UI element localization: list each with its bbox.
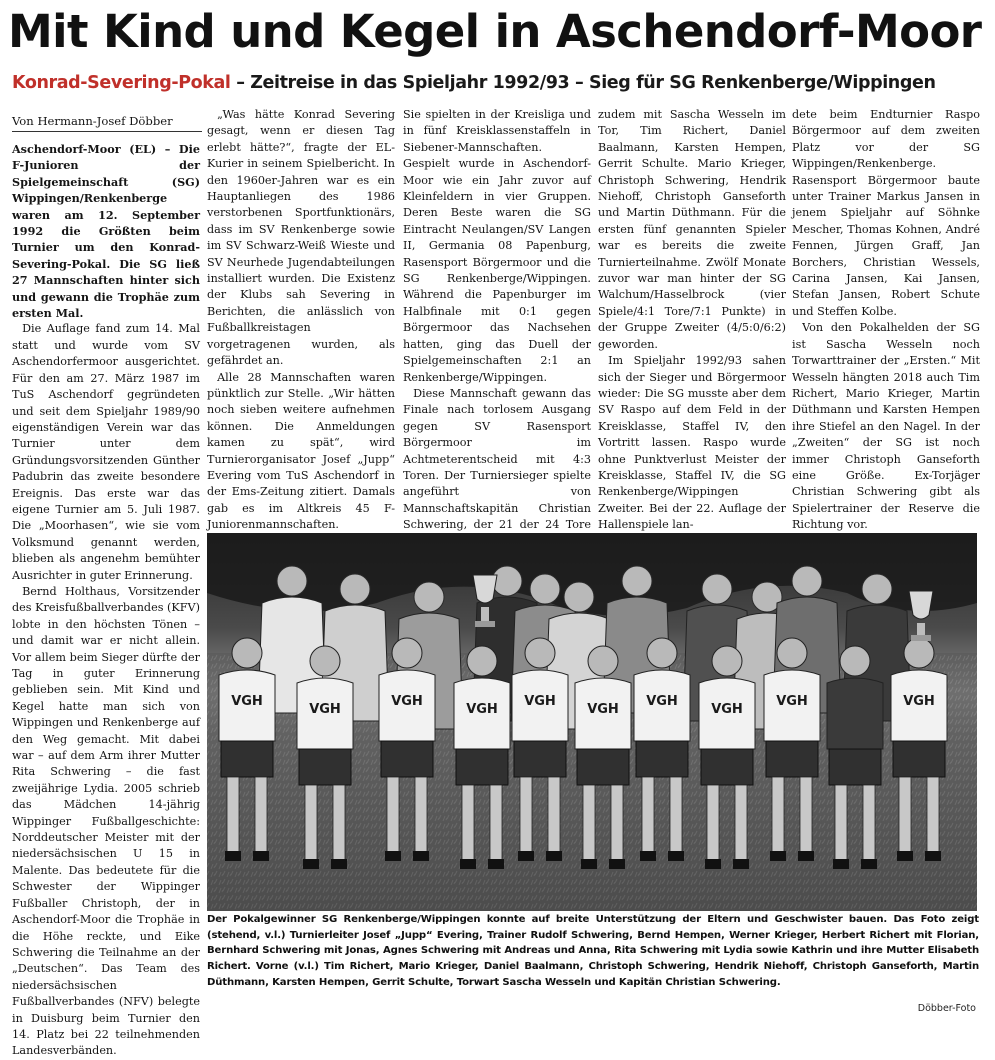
team-photo	[207, 533, 977, 911]
headline: Mit Kind und Kegel in Aschendorf-Moor	[8, 5, 982, 58]
shirt-sponsor-text: VGH	[711, 702, 743, 717]
article-column-4	[598, 107, 786, 532]
subheadline-topic: Konrad-Severing-Pokal	[12, 73, 231, 93]
article-column-1	[12, 141, 200, 1058]
paragraph: zudem mit Sascha Wesseln im Tor, Tim Richert, Daniel Baalmann, Karsten Hempen, Gerrit Schulte. Mario Krieger, Christoph Schwering, Hendrik Niehoff, Christoph Ganseforth und Martin Düthmann. Für die ersten fünf genannten Spieler war es bereits die zweite Turnierteilnahme. Zwölf Monate zuvor war man hinter der SG Walchum/Hasselbrock (vier Spiele/4:1 Tore/7:1 Punkte) in der Gruppe Zweiter (4/5:0/6:2) geworden.	[598, 108, 786, 351]
shirt-sponsor-text: VGH	[776, 694, 808, 709]
photo-caption: Der Pokalgewinner SG Renkenberge/Wippingen konnte auf breite Unterstützung der Eltern und Geschwister bauen. Das Foto zeigt (stehend, v.l.) Turnierleiter Josef „Jupp“ Evering, Trainer Rudolf Schwering, Bernd Hempen, Werner Krieger, Herbert Richert mit Florian, Bernhard Schwering mit Jonas, Agnes Schwering mit Andreas und Anna, Rita Schwering mit Lydia sowie Kathrin und ihre Mutter Elisabeth Richert. Vorne (v.l.) Tim Richert, Mario Krieger, Daniel Baalmann, Christoph Schwering, Hendrik Niehoff, Christoph Ganseforth, Martin Düthmann, Karsten Hempen, Gerrit Schulte, Torwart Sascha Wesseln und Kapitän Christian Schwering.	[207, 914, 979, 988]
team-photo-drawing	[207, 533, 977, 911]
subheadline	[12, 70, 987, 96]
paragraph: Alle 28 Mannschaften waren pünktlich zur Stelle. „Wir hätten noch sieben weitere aufnehmen können. Die Anmeldungen kamen zu spät“, wird Turnierorganisator Josef „Jupp“ Evering vom TuS Aschendorf in der Ems-Zeitung zitiert. Damals gab es im Altkreis 45 F-Juniorenmannschaften.	[207, 370, 395, 532]
paragraph: Die Auflage fand zum 14. Mal statt und wurde vom SV Aschendorfermoor ausgerichtet. Für den am 27. März 1987 im TuS Aschendorf gegründeten und seit dem Spieljahr 1989/90 eigenständigen Verein war das Turnier unter dem Gründungsvorsitzenden Günther Padubrin das zweite besondere Ereignis. Das erste war das eigene Turnier am 5. Juli 1987. Die „Moorhasen“, wie sie vom Volksmund genannt werden, blieben als angenehm bemühter Ausrichter in guter Erinnerung.	[12, 322, 200, 582]
article-column-5	[792, 107, 980, 532]
shirt-sponsor-text: VGH	[646, 694, 678, 709]
shirt-sponsor-text: VGH	[391, 694, 423, 709]
paragraph: Von den Pokalhelden der SG ist Sascha Wesseln noch Torwarttrainer der „Ersten.“ Mit Wesseln hängten 2018 auch Tim Richert, Mario Krieger, Martin Düthmann und Karsten Hempen ihre Stiefel an den Nagel. In der „Zweiten“ der SG ist noch immer Christoph Ganseforth eine Größe. Ex-Torjäger Christian Schwering gibt als Spielertrainer der Reserve die Richtung vor.	[792, 321, 980, 532]
paragraph: Bernd Holthaus, Vorsitzender des Kreisfußballverbandes (KFV) lobte in den höchsten Tönen – und damit war er nicht allein. Vor allem beim Sieger dürfte der Tag in guter Erinnerung geblieben sein. Mit Kind und Kegel hatte man sich von Wippingen und Renkenberge auf den Weg gemacht. Mit dabei war – auf dem Arm ihrer Mutter Rita Schwering – die fast zweijährige Lydia. 2005 schrieb das Mädchen 14-jährig Wippinger Fußballgeschichte: Norddeutscher Meister mit der niedersächsischen U 15 in Malente. Das bedeutete für die Schwester der Wippinger Fußballer Christoph, der in Aschendorf-Moor die Trophäe in die Höhe reckte, und Eike Schwering die Teilnahme an der „Deutschen“. Das Team des niedersächsischen Fußballverbandes (NFV) belegte in Duisburg beim Turnier den 14. Platz bei 22 teilnehmenden Landesverbänden.	[12, 584, 200, 1058]
shirt-sponsor-text: VGH	[309, 702, 341, 717]
shirt-sponsor-text: VGH	[903, 694, 935, 709]
paragraph: Sie spielten in der Kreisliga und in fünf Kreisklassenstaffeln in Siebener-Mannschaften. Gespielt wurde in Aschendorf-Moor wie ein Jahr zuvor auf Kleinfeldern in vier Gruppen. Deren Beste waren die SG Eintracht Neulangen/SV Langen II, Germania 08 Papenburg, Rasensport Börgermoor und die SG Renkenberge/Wippingen. Während die Papenburger im Halbfinale mit 0:1 gegen Börgermoor das Nachsehen hatten, ging das Duell der Spielgemeinschaften 2:1 an Renkenberge/Wippingen.	[403, 108, 591, 384]
shirt-sponsor-text: VGH	[231, 694, 263, 709]
paragraph: dete beim Endturnier Raspo Börgermoor auf dem zweiten Platz vor der SG Wippingen/Renkenberge. Rasensport Börgermoor baute unter Trainer Markus Jansen in jenem Spieljahr auf Söhnke Mescher, Thomas Kohnen, André Fennen, Jürgen Graff, Jan Borchers, Christian Wessels, Carina Jansen, Kai Jansen, Stefan Jansen, Robert Schute und Steffen Kolbe.	[792, 108, 980, 318]
subheadline-text: – Zeitreise in das Spieljahr 1992/93 – Sieg für SG Renkenberge/Wippingen	[230, 73, 936, 93]
shirt-sponsor-text: VGH	[466, 702, 498, 717]
paragraph: Im Spieljahr 1992/93 sahen sich der Sieger und Börgermoor wieder: Die SG musste aber dem SV Raspo auf dem Feld in der Kreisklasse, Staffel IV, den Vortritt lassen. Raspo wurde ohne Punktverlust Meister der Kreisklasse, Staffel IV, die SG Renkenberge/Wippingen Zweiter. Bei der 22. Auflage der Hallenspiele lan-	[598, 354, 786, 532]
photo-credit: Döbber-Foto	[917, 1003, 976, 1014]
byline: Von Hermann-Josef Döbber	[12, 111, 202, 132]
paragraph: „Was hätte Konrad Severing gesagt, wenn er diesen Tag erlebt hätte?“, fragte der EL-Kurier in seinem Spielbericht. In den 1960er-Jahren war es ein Hauptanliegen des 1986 verstorbenen Sportfunktionärs, dass im SV Renkenberge sowie im SV Schwarz-Weiß Wieste und SV Neurhede Jugendabteilungen installiert wurden. Die Existenz der Klubs sah Severing in Berichten, die anlässlich von Fußballkreistagen vorgetragenen wurden, als gefährdet an.	[207, 108, 395, 368]
lead-paragraph: Aschendorf-Moor (EL) – Die F-Junioren der Spielgemeinschaft (SG) Wippingen/Renkenberge waren am 12. September 1992 die Größten beim Turnier um den Konrad-Severing-Pokal. Die SG ließ 27 Mannschaften hinter sich und gewann die Trophäe zum ersten Mal.	[12, 142, 200, 321]
shirt-sponsor-text: VGH	[587, 702, 619, 717]
shirt-sponsor-text: VGH	[524, 694, 556, 709]
paragraph: Diese Mannschaft gewann das Finale nach torlosem Ausgang gegen SV Rasensport Börgermoor im Achtmeterentscheid mit 4:3 Toren. Der Turniersieger spielte angeführt von Mannschaftskapitän Christian Schwering, der 21 der 24 Tore	[403, 386, 591, 532]
article-column-2	[207, 107, 395, 532]
article-column-3	[403, 107, 591, 532]
